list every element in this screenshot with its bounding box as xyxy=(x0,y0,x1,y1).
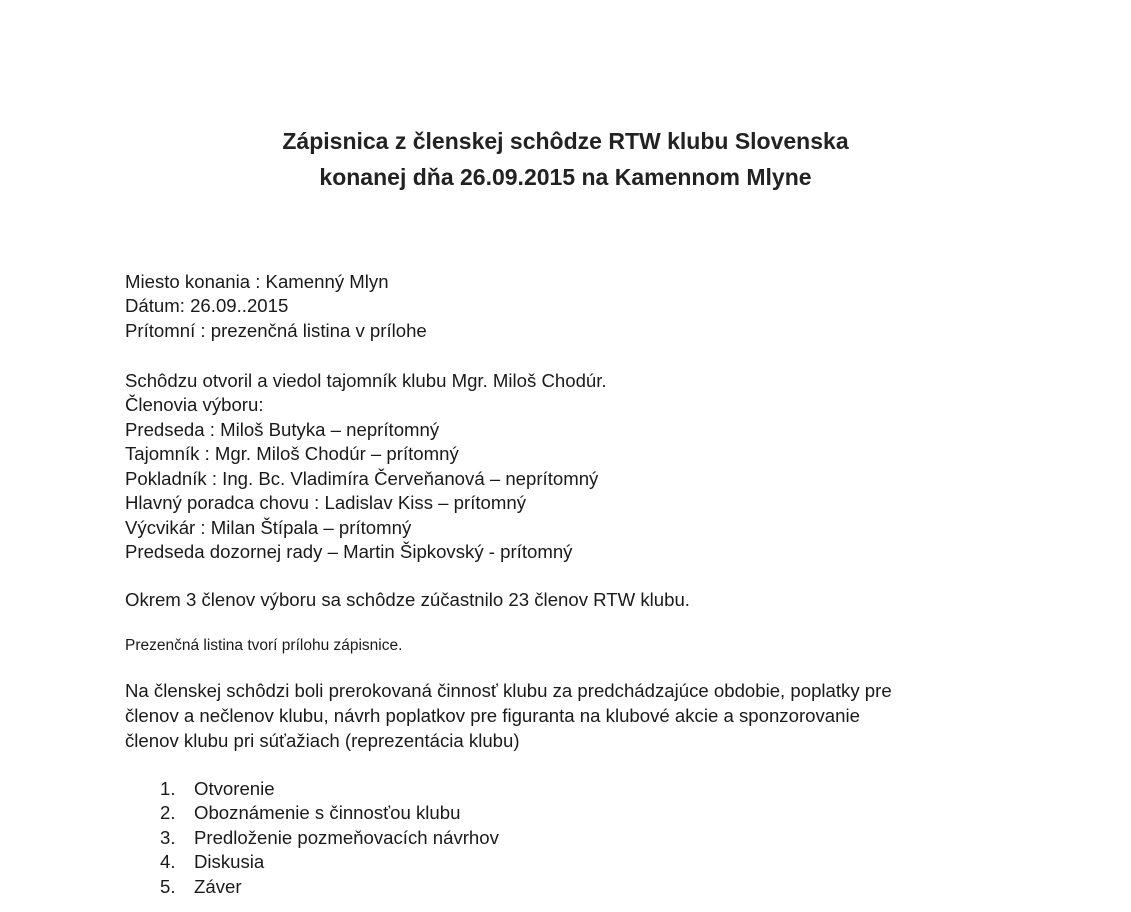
agenda-number: 3. xyxy=(160,827,176,848)
meeting-date: Dátum: 26.09..2015 xyxy=(125,295,289,316)
document-title-line-2: konanej dňa 26.09.2015 na Kamennom Mlyne xyxy=(319,164,812,190)
agenda-item: Oboznámenie s činnosťou klubu xyxy=(194,802,461,823)
agenda-number: 1. xyxy=(160,778,176,799)
agenda-number: 5. xyxy=(160,876,176,897)
document-title-line-1: Zápisnica z členskej schôdze RTW klubu Slovenska xyxy=(282,128,849,154)
committee-member: Výcvikár : Milan Štípala – prítomný xyxy=(125,517,412,538)
agenda-number: 2. xyxy=(160,802,176,823)
agenda-item: Predloženie pozmeňovacích návrhov xyxy=(194,827,499,848)
agenda-number: 4. xyxy=(160,851,176,872)
committee-member: Tajomník : Mgr. Miloš Chodúr – prítomný xyxy=(125,443,459,464)
committee-heading: Členovia výboru: xyxy=(125,394,264,415)
opening-statement: Schôdzu otvoril a viedol tajomník klubu Mgr. Miloš Chodúr. xyxy=(125,370,607,391)
discussion-paragraph-line: členov klubu pri súťažiach (reprezentácia klubu) xyxy=(125,730,520,751)
attachment-note: Prezenčná listina tvorí prílohu zápisnice. xyxy=(125,637,403,654)
committee-member: Predseda dozornej rady – Martin Šipkovský - prítomný xyxy=(125,541,573,562)
agenda-item: Záver xyxy=(194,876,242,897)
meeting-place: Miesto konania : Kamenný Mlyn xyxy=(125,271,389,292)
agenda-item: Otvorenie xyxy=(194,778,275,799)
attendance-summary: Okrem 3 členov výboru sa schôdze zúčastnilo 23 členov RTW klubu. xyxy=(125,589,690,610)
committee-member: Hlavný poradca chovu : Ladislav Kiss – prítomný xyxy=(125,492,526,513)
committee-member: Pokladník : Ing. Bc. Vladimíra Červeňanová – neprítomný xyxy=(125,468,599,489)
discussion-paragraph-line: Na členskej schôdzi boli prerokovaná činnosť klubu za predchádzajúce obdobie, poplatky pre xyxy=(125,680,892,701)
committee-member: Predseda : Miloš Butyka – neprítomný xyxy=(125,419,440,440)
agenda-item: Diskusia xyxy=(194,851,265,872)
attendees: Prítomní : prezenčná listina v prílohe xyxy=(125,320,427,341)
discussion-paragraph-line: členov a nečlenov klubu, návrh poplatkov pre figuranta na klubové akcie a sponzorovanie xyxy=(125,705,860,726)
